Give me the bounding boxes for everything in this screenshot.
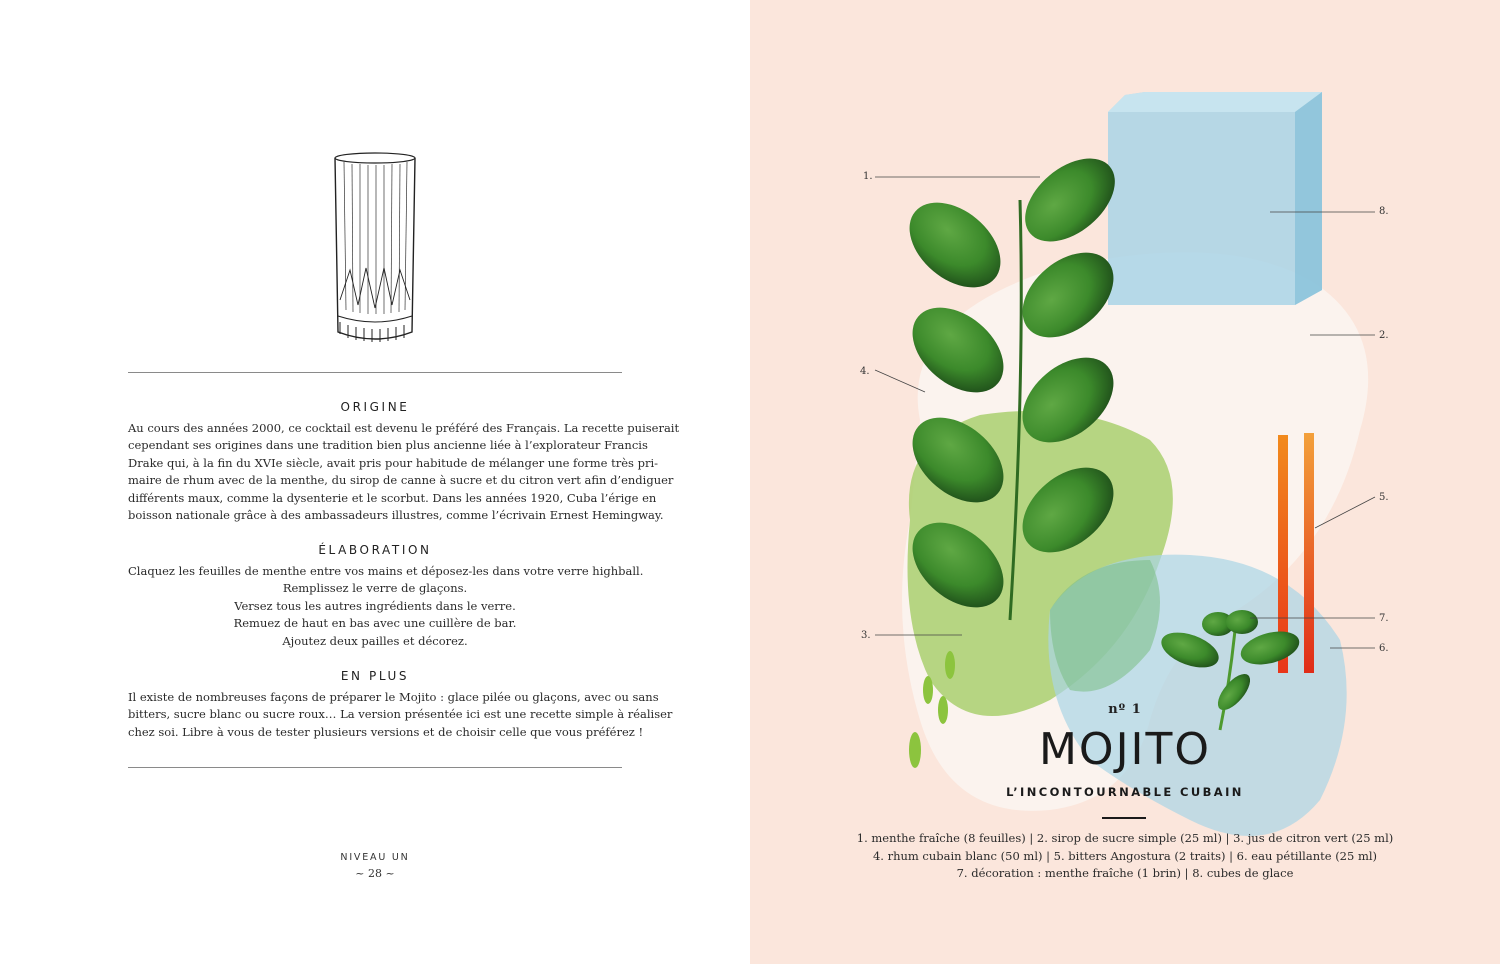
en-plus-heading: EN PLUS — [340, 669, 410, 683]
title-underline — [1102, 817, 1146, 819]
level-label: NIVEAU UN — [340, 852, 410, 863]
en-plus-text — [128, 689, 673, 741]
elaboration-line: Remuez de haut en bas avec une cuillère de bar. — [233, 616, 517, 631]
right-page — [750, 0, 1500, 964]
callout-4: 4. — [860, 366, 870, 377]
en-plus-line: Il existe de nombreuses façons de préparer le Mojito : glace pilée ou glaçons, avec ou sans — [128, 690, 659, 704]
cocktail-number: nº 1 — [1108, 702, 1142, 717]
elaboration-line: Remplissez le verre de glaçons. — [282, 581, 468, 596]
straw-right — [1304, 433, 1314, 673]
ice-cube — [1108, 92, 1322, 305]
origine-line: boisson nationale grâce à des ambassadeurs illustres, comme l’écrivain Ernest Hemingway. — [128, 508, 664, 523]
callout-1: 1. — [863, 171, 873, 182]
elaboration-heading: ÉLABORATION — [318, 543, 432, 557]
en-plus-line: bitters, sucre blanc ou sucre roux… La version présentée ici est une recette simple à réaliser — [128, 707, 673, 722]
callout-5: 5. — [1379, 492, 1389, 503]
origine-line: cependant ses origines dans une tradition bien plus ancienne liée à l’explorateur Francis — [128, 438, 648, 453]
elaboration-line: Claquez les feuilles de menthe entre vos mains et déposez-les dans votre verre highball. — [128, 564, 644, 578]
elaboration-line: Versez tous les autres ingrédients dans le verre. — [234, 598, 516, 613]
origine-line: Au cours des années 2000, ce cocktail est devenu le préféré des Français. La recette puiserait — [128, 421, 680, 435]
origine-line: Drake qui, à la fin du XVIe siècle, avait pris pour habitude de mélanger une forme très pri- — [128, 455, 659, 470]
callout-6: 6. — [1379, 643, 1389, 654]
highball-glass-icon — [330, 150, 420, 350]
cocktail-title: MOJITO — [1038, 724, 1212, 775]
bottom-divider — [128, 767, 622, 768]
callout-7: 7. — [1379, 613, 1389, 624]
top-divider — [128, 372, 622, 373]
ingredients-list — [850, 830, 1400, 883]
elaboration-steps — [128, 563, 644, 650]
callout-8: 8. — [1379, 206, 1389, 217]
ingredient-line: 1. menthe fraîche (8 feuilles) | 2. sirop de sucre simple (25 ml) | 3. jus de citron vert (25 ml) — [856, 831, 1394, 845]
page-number: ~ 28 ~ — [355, 867, 395, 880]
ingredient-line: 7. décoration : menthe fraîche (1 brin) | 8. cubes de glace — [956, 866, 1294, 881]
origine-line: maire de rhum avec de la menthe, du sirop de canne à sucre et du citron vert afin d’endiguer — [128, 473, 674, 488]
mojito-illustration — [750, 0, 1500, 964]
origine-line: différents maux, comme la dysenterie et le scorbut. Dans les années 1920, Cuba l’érige en — [128, 490, 657, 505]
elaboration-line: Ajoutez deux pailles et décorez. — [282, 633, 468, 648]
ingredient-line: 4. rhum cubain blanc (50 ml) | 5. bitters Angostura (2 traits) | 6. eau pétillante (25 ml) — [872, 848, 1378, 863]
callout-2: 2. — [1379, 330, 1389, 341]
callout-3: 3. — [861, 630, 871, 641]
origine-text — [128, 420, 680, 524]
en-plus-line: chez soi. Libre à vous de tester plusieurs versions et de choisir celle que vous préférez ! — [128, 724, 644, 739]
origine-heading: ORIGINE — [340, 400, 410, 414]
cocktail-subtitle: L’INCONTOURNABLE CUBAIN — [1006, 785, 1244, 799]
